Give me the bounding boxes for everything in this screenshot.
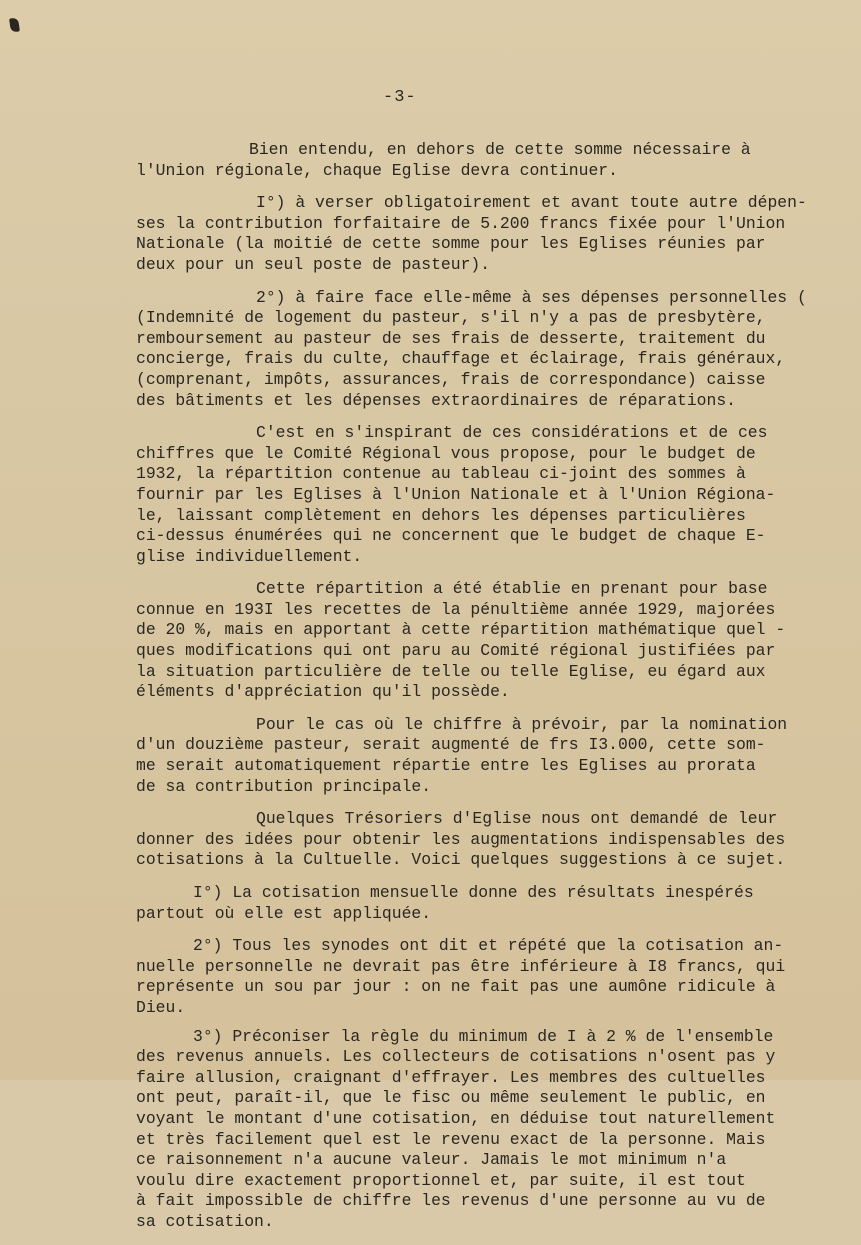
paragraph-7 (136, 809, 852, 871)
text-line: faire allusion, craignant d'effrayer. Les membres des cultuelles (136, 1067, 766, 1087)
text-line: de sa contribution principale. (136, 776, 432, 796)
text-line: I°) La cotisation mensuelle donne des résultats inespérés (193, 883, 754, 902)
text-line: 2°) Tous les synodes ont dit et répété que la cotisation an- (193, 936, 784, 956)
text-line: voyant le montant d'une cotisation, en déduise tout naturellement (136, 1108, 776, 1128)
text-line: ci-dessus énumérées qui ne concernent que le budget de chaque E- (136, 526, 766, 546)
paragraph-2 (136, 193, 852, 275)
text-line: et très facilement quel est le revenu exact de la personne. Mais (136, 1129, 766, 1149)
text-line: connue en 193I les recettes de la pénultième année 1929, majorées (136, 599, 776, 619)
text-line: représente un sou par jour : on ne fait pas une aumône ridicule à (136, 977, 776, 997)
text-line: glise individuellement. (136, 546, 363, 566)
text-line: chiffres que le Comité Régional vous propose, pour le budget de (136, 443, 756, 463)
ink-mark (9, 17, 20, 32)
paragraph-9 (136, 936, 852, 1018)
text-line: sa cotisation. (136, 1211, 274, 1231)
text-line: C'est en s'inspirant de ces considérations et de ces (256, 423, 768, 443)
text-line: éléments d'appréciation qu'il possède. (136, 682, 510, 702)
text-line: cotisations à la Cultuelle. Voici quelques suggestions à ce sujet. (136, 850, 786, 870)
text-line: Quelques Trésoriers d'Eglise nous ont demandé de leur (256, 809, 778, 829)
text-line: Nationale (la moitié de cette somme pour les Eglises réunies par (136, 234, 766, 254)
text-line: 2°) à faire face elle-même à ses dépenses personnelles ( (256, 287, 807, 307)
text-line: deux pour un seul poste de pasteur). (136, 254, 491, 274)
text-line: 3°) Préconiser la règle du minimum de I à 2 % de l'ensemble (193, 1026, 774, 1046)
paragraph-8 (136, 883, 852, 924)
text-line: Bien entendu, en dehors de cette somme nécessaire à (249, 140, 751, 159)
paragraph-4 (136, 423, 852, 567)
text-line: des revenus annuels. Les collecteurs de cotisations n'osent pas y (136, 1047, 776, 1067)
text-line: d'un douzième pasteur, serait augmenté de frs I3.000, cette som- (136, 735, 766, 755)
text-line: concierge, frais du culte, chauffage et éclairage, frais généraux, (136, 349, 786, 369)
text-line: ques modifications qui ont paru au Comité régional justifiées par (136, 641, 776, 661)
text-line: ses la contribution forfaitaire de 5.200 francs fixée pour l'Union (136, 213, 786, 233)
text-line: (Indemnité de logement du pasteur, s'il n'y a pas de presbytère, (136, 308, 766, 328)
text-line: fournir par les Eglises à l'Union Nationale et à l'Union Régiona- (136, 484, 776, 504)
paragraph-5 (136, 579, 852, 703)
text-line: l'Union régionale, chaque Eglise devra continuer. (136, 160, 618, 180)
text-line: à fait impossible de chiffre les revenus d'une personne au vu de (136, 1191, 766, 1211)
paragraph-10 (136, 1027, 852, 1233)
text-line: de 20 %, mais en apportant à cette répartition mathématique quel - (136, 620, 786, 640)
text-line: partout où elle est appliquée. (136, 903, 432, 923)
text-line: me serait automatiquement répartie entre les Eglises au prorata (136, 756, 756, 776)
text-line: 1932, la répartition contenue au tableau ci-joint des sommes à (136, 464, 746, 484)
text-line: la situation particulière de telle ou telle Eglise, eu égard aux (136, 661, 766, 681)
text-line: ont peut, paraît-il, que le fisc ou même seulement le public, en (136, 1088, 766, 1108)
text-line: remboursement au pasteur de ses frais de desserte, traitement du (136, 328, 766, 348)
text-line: (comprenant, impôts, assurances, frais de correspondance) caisse (136, 369, 766, 389)
text-line: voulu dire exactement proportionnel et, par suite, il est tout (136, 1170, 746, 1190)
text-line: Dieu. (136, 997, 186, 1017)
text-line: nuelle personnelle ne devrait pas être inférieure à I8 francs, qui (136, 956, 786, 976)
paragraph-6 (136, 715, 852, 797)
letter-body (136, 140, 852, 1245)
text-line: donner des idées pour obtenir les augmentations indispensables des (136, 829, 786, 849)
text-line: Cette répartition a été établie en prenant pour base (256, 579, 768, 599)
page-number: -3- (383, 88, 417, 107)
text-line: des bâtiments et les dépenses extraordinaires de réparations. (136, 390, 736, 410)
paragraph-1 (136, 140, 852, 181)
text-line: ce raisonnement n'a aucune valeur. Jamais le mot minimum n'a (136, 1150, 727, 1170)
text-line: le, laissant complètement en dehors les dépenses particulières (136, 505, 746, 525)
text-line: Pour le cas où le chiffre à prévoir, par la nomination (256, 714, 788, 734)
text-line: I°) à verser obligatoirement et avant toute autre dépen- (256, 193, 807, 213)
paragraph-3 (136, 288, 852, 412)
